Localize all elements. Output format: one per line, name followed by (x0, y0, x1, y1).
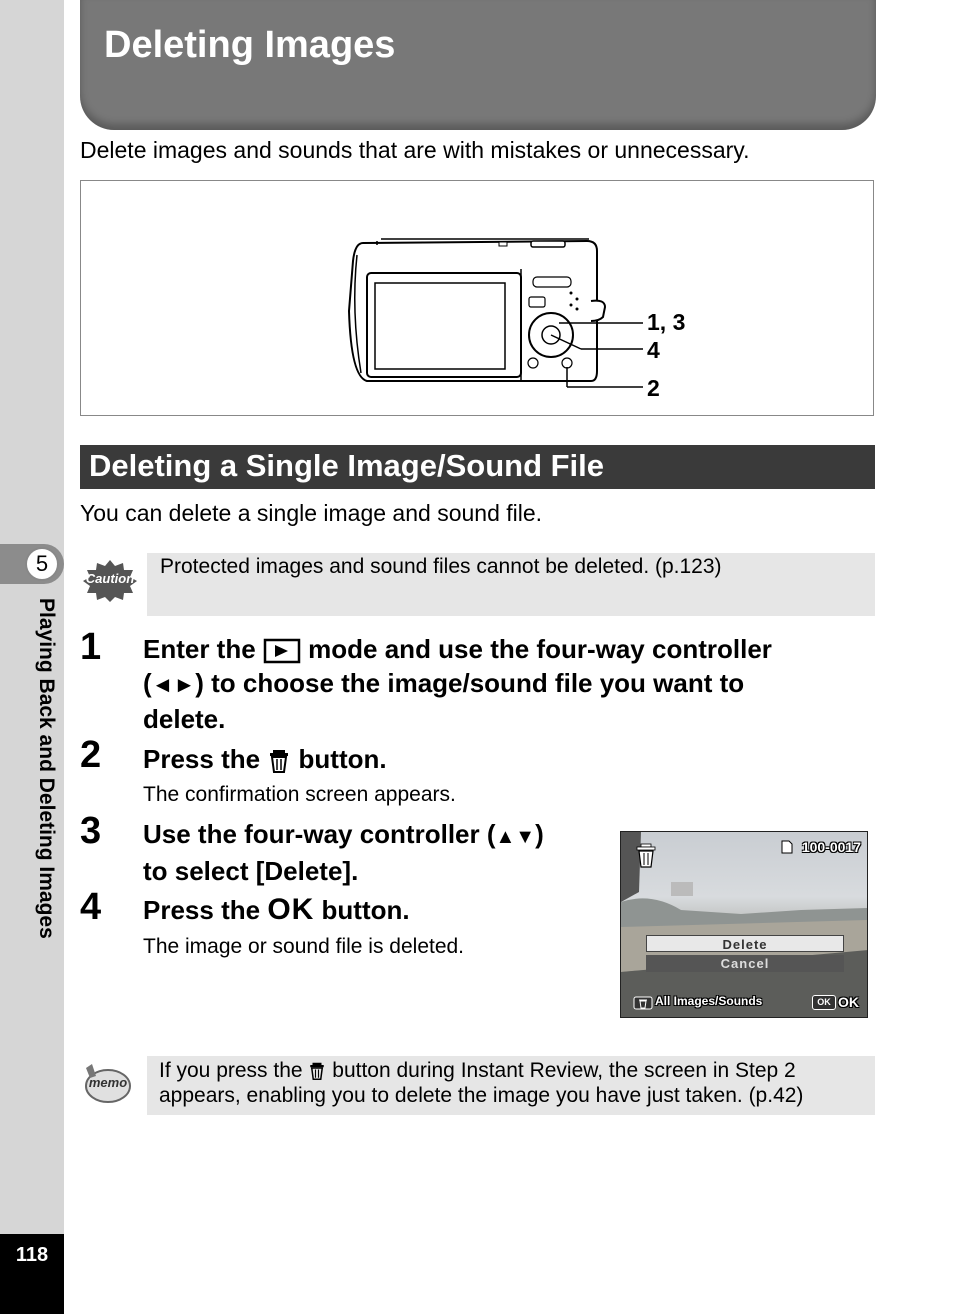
step-1-text (143, 632, 772, 736)
section-intro: You can delete a single image and sound file. (80, 500, 543, 526)
step-4-sub: The image or sound file is deleted. (143, 935, 465, 958)
page-title: Deleting Images (104, 24, 396, 66)
step-2-text (143, 742, 387, 776)
section-heading-bar (80, 445, 875, 489)
ok-button-glyph: OK (267, 893, 315, 926)
ok-hint: OK (838, 994, 859, 1010)
step-1-part: ) to choose the image/sound file you want to (195, 668, 745, 698)
step-4-part: button. (321, 895, 410, 925)
confirmation-screen (620, 831, 868, 1018)
step-3-part: Use the four-way controller ( (143, 819, 496, 849)
trash-icon (633, 996, 653, 1010)
camera-back-illustration (81, 181, 875, 417)
step-4-text (143, 893, 410, 927)
step-2-part: button. (298, 744, 387, 774)
step-3-part: ) (535, 819, 544, 849)
caution-icon-label: Caution (85, 571, 135, 586)
chapter-number: 5 (25, 547, 59, 581)
section-title: Deleting a Single Image/Sound File (89, 448, 605, 483)
step-number: 1 (80, 626, 102, 668)
figure-label-1-3: 1, 3 (647, 309, 686, 335)
memo-part: appears, enabling you to delete the image you have just taken. (p.42) (159, 1084, 804, 1107)
intro-text: Delete images and sounds that are with mistakes or unnecessary. (80, 137, 750, 163)
step-1-part: delete. (143, 704, 226, 734)
caution-text: Protected images and sound files cannot be deleted. (p.123) (160, 555, 722, 578)
all-images-sounds-hint: All Images/Sounds (655, 994, 763, 1008)
trash-icon (308, 1061, 326, 1081)
chapter-sidebar (0, 0, 64, 1314)
trash-icon (267, 748, 291, 774)
step-4-part: Press the (143, 895, 261, 925)
step-3-part: to select [Delete]. (143, 856, 359, 886)
figure-label-2: 2 (647, 375, 660, 401)
step-number: 2 (80, 734, 102, 776)
cancel-option[interactable]: Cancel (646, 955, 844, 972)
step-2-part: Press the (143, 744, 261, 774)
playback-icon (263, 638, 301, 664)
left-right-arrows-icon: ◄► (151, 672, 196, 697)
memo-part: button during Instant Review, the screen in Step 2 (332, 1059, 796, 1082)
figure-label-4: 4 (647, 337, 660, 363)
step-1-part: mode and use the four-way controller (308, 634, 772, 664)
ok-badge: OK (812, 995, 836, 1010)
step-2-sub: The confirmation screen appears. (143, 783, 456, 806)
memo-icon-label: memo (88, 1075, 128, 1090)
memory-card-icon (781, 840, 793, 854)
page-number: 118 (15, 1244, 49, 1266)
step-number: 3 (80, 810, 102, 852)
step-3-text (143, 817, 544, 888)
chapter-title: Playing Back and Deleting Images (35, 598, 58, 939)
title-banner (80, 0, 876, 130)
step-number: 4 (80, 886, 102, 928)
trash-icon (633, 842, 659, 870)
step-1-part: ( (143, 668, 152, 698)
delete-option[interactable]: Delete (646, 935, 844, 952)
memo-part: If you press the (159, 1059, 303, 1082)
file-number: 100-0017 (801, 839, 861, 855)
step-1-part: Enter the (143, 634, 256, 664)
up-down-arrows-icon: ▲▼ (495, 826, 536, 848)
memo-text (159, 1058, 803, 1108)
camera-figure (80, 180, 874, 416)
